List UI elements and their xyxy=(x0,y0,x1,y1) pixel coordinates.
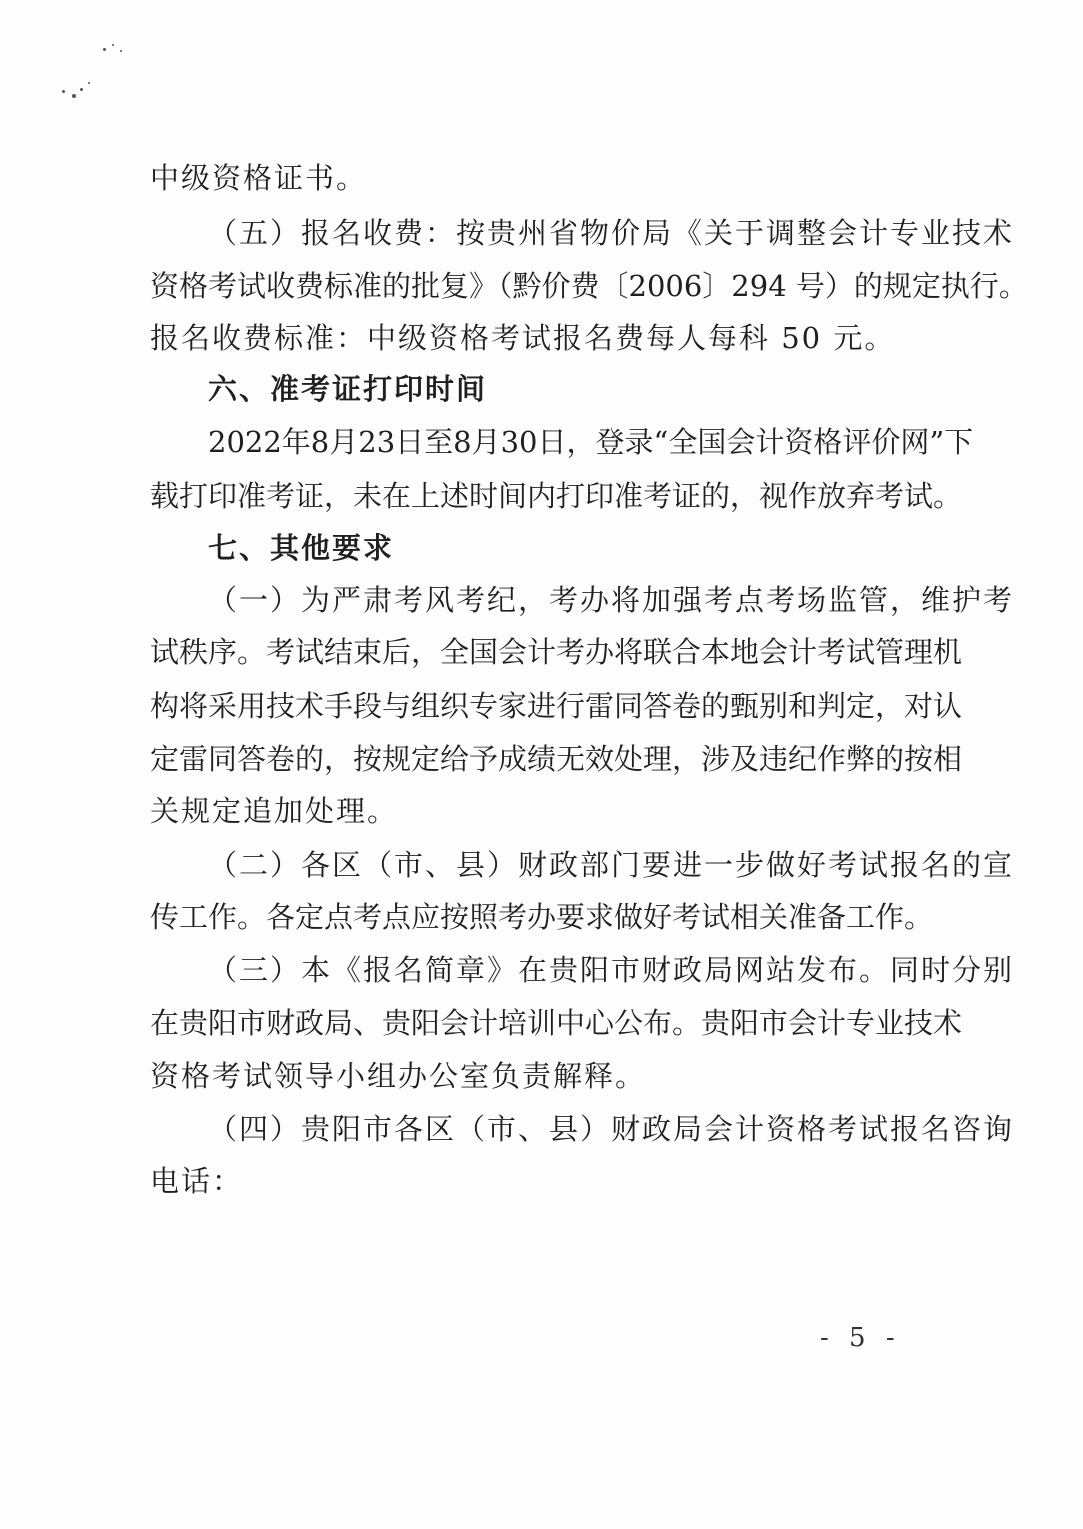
section-heading: 六、准考证打印时间 xyxy=(208,372,488,406)
paragraph-line: 构将采用技术手段与组织专家进行雷同答卷的甄别和判定，对认 xyxy=(150,689,963,723)
paragraph-line: 载打印准考证，未在上述时间内打印准考证的，视作放弃考试。 xyxy=(150,479,963,513)
paragraph-line: 报名收费标准：中级资格考试报名费每人每科 50 元。 xyxy=(150,321,896,355)
section-heading: 七、其他要求 xyxy=(208,531,395,565)
paragraph-line: 关规定追加处理。 xyxy=(150,794,399,828)
paragraph-line: （二）各区（市、县）财政部门要进一步做好考试报名的宣 xyxy=(208,848,1015,882)
paragraph-line: （四）贵阳市各区（市、县）财政局会计资格考试报名咨询 xyxy=(208,1112,1015,1146)
paragraph-line: （三）本《报名简章》在贵阳市财政局网站发布。同时分别 xyxy=(208,953,1015,987)
paragraph-line: 2022年8月23日至8月30日，登录“全国会计资格评价网”下 xyxy=(208,425,974,459)
paragraph-line: 在贵阳市财政局、贵阳会计培训中心公布。贵阳市会计专业技术 xyxy=(150,1006,963,1040)
paragraph-line: 传工作。各定点考点应按照考办要求做好考试相关准备工作。 xyxy=(150,900,934,934)
paragraph-line: 中级资格证书。 xyxy=(150,161,368,195)
paragraph-line: 定雷同答卷的，按规定给予成绩无效处理，涉及违纪作弊的按相 xyxy=(150,742,963,776)
paragraph-line: 试秩序。考试结束后，全国会计考办将联合本地会计考试管理机 xyxy=(150,635,963,669)
paragraph-line: 资格考试收费标准的批复》（黔价费〔2006〕294 号）的规定执行。 xyxy=(150,269,1028,303)
paragraph-line: （五）报名收费：按贵州省物价局《关于调整会计专业技术 xyxy=(208,216,1015,250)
paragraph-line: 资格考试领导小组办公室负责解释。 xyxy=(150,1059,647,1093)
paragraph-line: 电话： xyxy=(150,1164,244,1198)
paragraph-line: （一）为严肃考风考纪，考办将加强考点考场监管，维护考 xyxy=(208,583,1015,617)
page-number: - 5 - xyxy=(820,1323,901,1353)
